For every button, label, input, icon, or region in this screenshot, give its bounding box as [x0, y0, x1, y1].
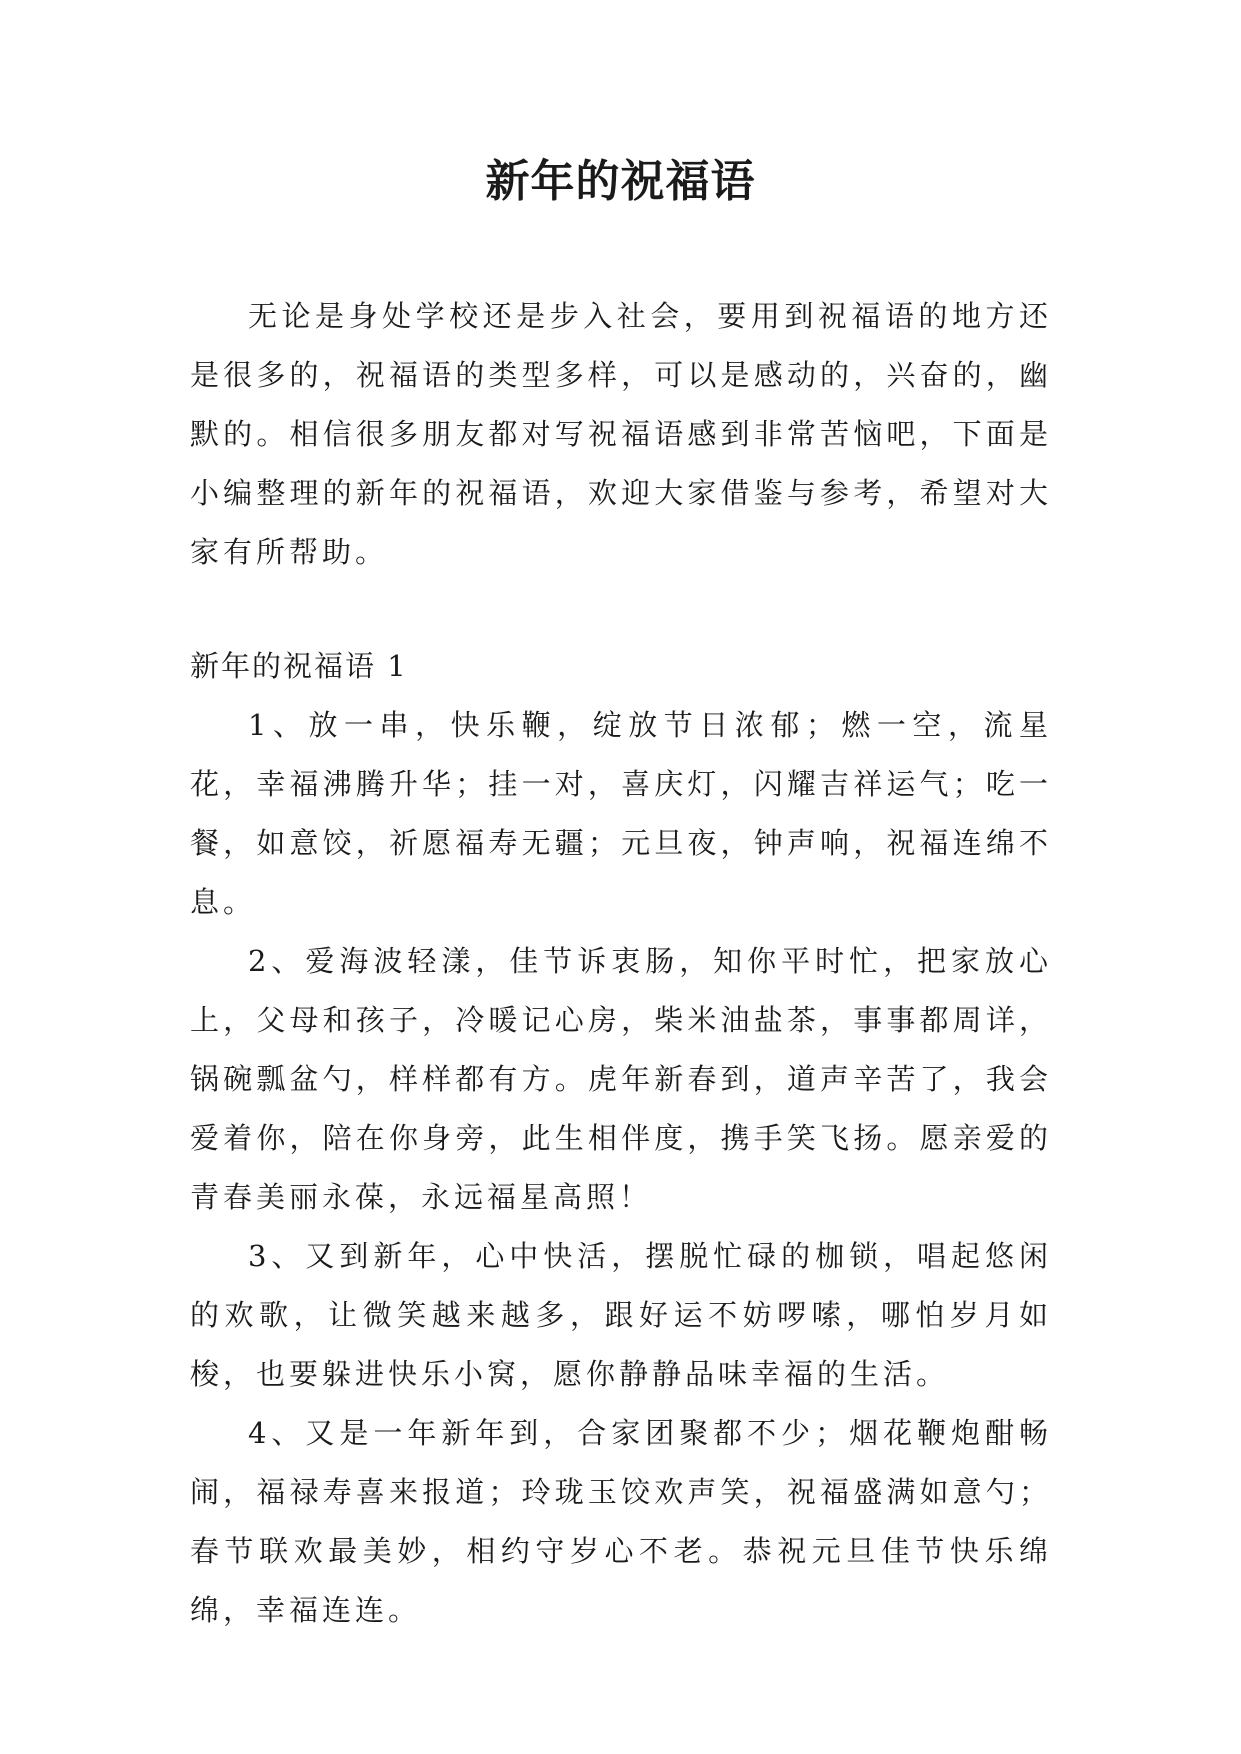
greeting-item-4: 4、又是一年新年到，合家团聚都不少；烟花鞭炮酣畅闹，福禄寿喜来报道；玲珑玉饺欢声笑，祝福盛满如意勺；春节联欢最美妙，相约守岁心不老。恭祝元旦佳节快乐绵绵，幸福连连。 — [190, 1416, 1052, 1627]
greeting-item-3: 3、又到新年，心中快活，摆脱忙碌的枷锁，唱起悠闲的欢歌，让微笑越来越多，跟好运不妨啰嗦，哪怕岁月如梭，也要躲进快乐小窝，愿你静静品味幸福的生活。 — [190, 1239, 1052, 1391]
section-heading: 新年的祝福语 1 — [190, 649, 408, 683]
greeting-item-2: 2、爱海波轻漾，佳节诉衷肠，知你平时忙，把家放心上，父母和孩子，冷暖记心房，柴米油盐茶，事事都周详，锅碗瓢盆勺，样样都有方。虎年新春到，道声辛苦了，我会爱着你，陪在你身旁，此生相伴度，携手笑飞扬。愿亲爱的青春美丽永葆，永远福星高照！ — [190, 944, 1052, 1214]
document-title: 新年的祝福语 — [485, 156, 756, 207]
greeting-item-1: 1、放一串，快乐鞭，绽放节日浓郁；燃一空，流星花，幸福沸腾升华；挂一对，喜庆灯，闪耀吉祥运气；吃一餐，如意饺，祈愿福寿无疆；元旦夜，钟声响，祝福连绵不息。 — [190, 708, 1052, 919]
greeting-list — [190, 696, 1052, 1640]
intro-paragraph: 无论是身处学校还是步入社会，要用到祝福语的地方还是很多的，祝福语的类型多样，可以是感动的，兴奋的，幽默的。相信很多朋友都对写祝福语感到非常苦恼吧，下面是小编整理的新年的祝福语，欢迎大家借鉴与参考，希望对大家有所帮助。 — [190, 299, 1052, 569]
